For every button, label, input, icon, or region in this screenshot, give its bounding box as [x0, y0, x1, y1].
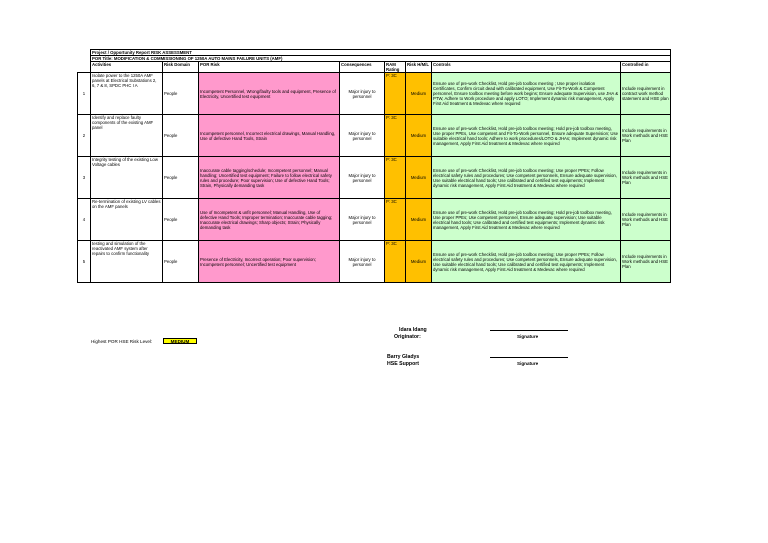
controlled-in-cell: Include requirement in contract work method statement and HSE plan	[621, 73, 671, 115]
controls-cell: Ensure use of pre-work Checklist, Hold pre-job toolbox meeting ; Use proper isolation Certificates, Confirm circuit dead with calibrated equipment, Use Fit-To-Work & Competent personnel, Ensure toolbox meeting before work begins; Ensure adequate Supervision, use JHA & PTW, Adhere to Work procedure and apply LOTO; Implement dynamic risk management, Apply First Aid treatment & Medevac where required	[432, 73, 621, 115]
table-row	[78, 241, 671, 283]
ram-rating-cell: P: 3C	[385, 241, 406, 283]
originator-role: Originator:	[394, 334, 421, 340]
risk-level-cell: Medium	[406, 241, 432, 283]
hse-support-signature-label: Signature	[517, 361, 539, 366]
col-activities: Activities	[91, 62, 163, 73]
consequence-cell: Major injury to personnel	[340, 157, 385, 199]
risk-domain-cell: People	[163, 73, 199, 115]
risk-level-cell: Medium	[406, 115, 432, 157]
col-risk-domain: Risk Domain	[163, 62, 199, 73]
risk-level-cell: Medium	[406, 73, 432, 115]
risk-level-cell: Medium	[406, 199, 432, 241]
originator-signature-line	[490, 330, 568, 331]
risk-domain-cell: People	[163, 157, 199, 199]
controls-cell: Ensure use of pre-work Checklist, Hold pre-job toolbox meeting; Use proper PPEs; Follow electrical safety rules and procedures; Use competent personnels, Ensure adequate supervision, Use suitable electrical hand tools; Use calibrated and certified test equipments; Implement dynamic risk management, Apply First Aid treatment & Medevac where required	[432, 241, 621, 283]
consequence-cell: Major injury to personnel	[340, 115, 385, 157]
por-risk-cell: Incompetent personnel, Incorrect electrical drawings, Manual Handling, Use of defective Hand Tools, Strain	[199, 115, 340, 157]
controls-cell: Ensure use of pre-work Checklist, Hold pre-job toolbox meeting; Use proper PPEs; Follow electrical safety rules and procedures; Use competent personnels, Ensure adequate supervision, Use suitable electrical hand tools; Use calibrated and certified test equipments; Implement dynamic risk management, Apply First Aid treatment & Medevac where required	[432, 157, 621, 199]
controlled-in-cell: Include requirements in Work methods and HSE Plan	[621, 199, 671, 241]
por-risk-cell: Incompetent Personnel, Wrong/faulty tools and equipment, Presence of Electricity, Uncertified test equipment	[199, 73, 340, 115]
hse-support-signature-line	[490, 357, 568, 358]
num-header	[78, 62, 91, 73]
por-risk-cell: Presence of Electricity, Incorrect operation; Poor supervision; Incompetent personnel; Uncertified test equipment	[199, 241, 340, 283]
col-controls: Controls	[432, 62, 621, 73]
consequence-cell: Major injury to personnel	[340, 199, 385, 241]
activity-cell: Isolate power to the 1250A AMF panels at Electrical Substations 2, 6, 7 & 8, SPDC PHC I A	[91, 73, 163, 115]
risk-domain-cell: People	[163, 199, 199, 241]
consequence-cell: Major injury to personnel	[340, 241, 385, 283]
col-risk-hml: Risk H/M/L	[406, 62, 432, 73]
por-title: POR Title: MODIFICATION & COMMISSIONING OF 1250A AUTO MAINS FAILURE UNITS (AMF)	[91, 56, 671, 62]
activity-cell: Re-termination of existing LV cables on the AMF panels	[91, 199, 163, 241]
controls-cell: Ensure use of pre-work Checklist, Hold pre-job toolbox meeting; Hold pre-job toolbox meeting, Use proper PPEs, Use competent and Fit-To-Work personnel, Ensure adequate Supervision; Use suitable electrical hand tools; Adhere to work procedures/LOTO & JHAs; Implement dynamic risk management, Apply First Aid treatment & Medevac where required	[432, 115, 621, 157]
controlled-in-cell: Include requirements in Work methods and HSE Plan	[621, 115, 671, 157]
ram-rating-cell: P: 3C	[385, 115, 406, 157]
col-ram-rating: RAM Rating	[385, 62, 406, 73]
hse-support-name: Barry Gladys	[387, 354, 420, 360]
table-row	[78, 115, 671, 157]
table-row	[78, 199, 671, 241]
row-number: 2	[78, 115, 91, 157]
por-risk-cell: Inaccurate cable tagging/schedule; Incompetent personnel; Manual handling; Uncertified test equipment; Failure to follow electrical safety rules and procedure; Poor supervision; Use of defective Hand Tools; Strain, Physically demanding task	[199, 157, 340, 199]
report-title: Project / Opportunity Report RISK ASSESSMENT	[91, 50, 671, 56]
ram-rating-cell: P: 3C	[385, 157, 406, 199]
risk-assessment-table	[77, 49, 671, 283]
consequence-cell: Major injury to personnel	[340, 73, 385, 115]
row-number: 3	[78, 157, 91, 199]
ram-rating-cell: P: 3C	[385, 199, 406, 241]
originator-signature-label: Signature	[517, 334, 539, 339]
controlled-in-cell: Include requirements in Work methods and HSE Plan	[621, 241, 671, 283]
activity-cell: testing and simulation of the reactivated AMF system after repairs to confirm functionality	[91, 241, 163, 283]
activity-cell: Integrity testing of the existing Low Voltage cables	[91, 157, 163, 199]
table-row	[78, 73, 671, 115]
controlled-in-cell: Include requirements in Work methods and HSE Plan	[621, 157, 671, 199]
row-number: 4	[78, 199, 91, 241]
risk-domain-cell: People	[163, 115, 199, 157]
originator-name: Idara Idang	[399, 327, 427, 333]
hse-level-badge: MEDIUM	[163, 338, 197, 344]
ram-rating-cell: P: 3C	[385, 73, 406, 115]
controls-cell: Ensure use of pre-work Checklist, Hold pre-job toolbox meeting; Hold pre-job toolbox meeting, Use proper PPEs; Use competent personnel, Ensure adequate supervision; Use suitable electrical hand tools; Use calibrated and certified test equipments; Implement dynamic risk management, Apply First Aid treatment & Medevac where required	[432, 199, 621, 241]
risk-domain-cell: People	[163, 241, 199, 283]
table-row	[78, 157, 671, 199]
risk-level-cell: Medium	[406, 157, 432, 199]
col-por-risk: POR Risk	[199, 62, 340, 73]
row-number: 5	[78, 241, 91, 283]
column-header-row	[78, 62, 671, 73]
col-controlled-in: Controlled in	[621, 62, 671, 73]
activity-cell: Identify and replace faulty components of the existing AMF panel	[91, 115, 163, 157]
por-risk-cell: Use of Incompetent & unfit personnel; Manual Handling, Use of defective Hand Tools; Improper termination; Inaccurate cable tagging; Inaccurate electrical drawings; Sharp objects; Strain; Physically demanding task	[199, 199, 340, 241]
hse-support-role: HSE Support	[387, 361, 419, 367]
col-consequences: Consequences	[340, 62, 385, 73]
hse-level-label: Highest POR HSE Risk Level:	[91, 339, 153, 344]
row-number: 1	[78, 73, 91, 115]
